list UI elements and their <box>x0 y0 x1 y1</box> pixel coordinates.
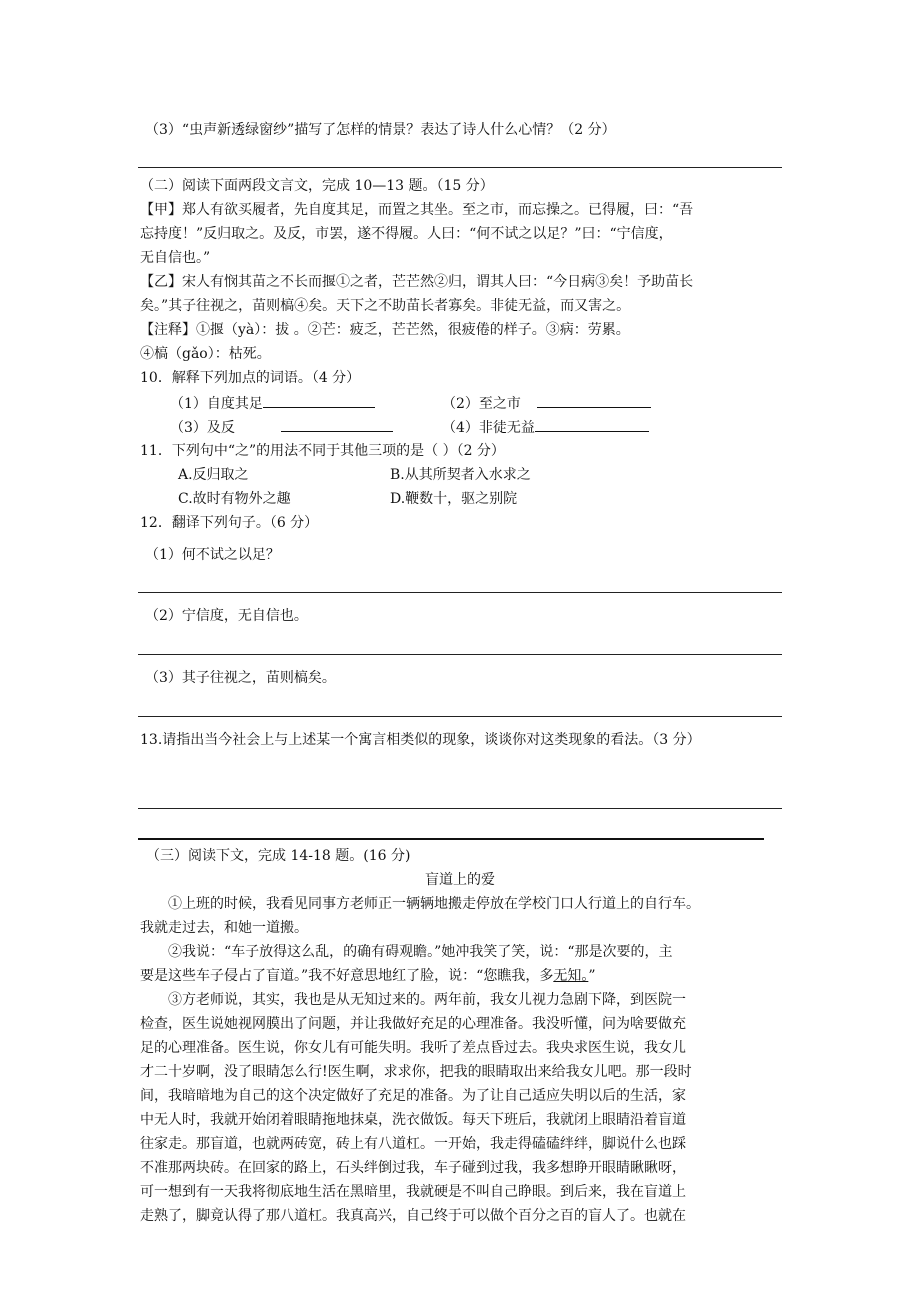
answer-line[interactable] <box>138 808 782 809</box>
notes-line: ④槁（gǎo）：枯死。 <box>140 346 271 362</box>
answer-blank[interactable] <box>537 393 651 408</box>
item-label: （4）非徒无益 <box>442 420 535 436</box>
paragraph-line: 足的心理准备。医生说，你女儿有可能失明。我听了差点昏过去。我央求医生说，我女儿 <box>140 1040 686 1056</box>
paragraph-line: 走熟了，脚竟认得了那八道杠。我真高兴，自己终于可以做个百分之百的盲人了。也就在 <box>140 1208 686 1224</box>
question-9-3: （3）“虫声新透绿窗纱”描写了怎样的情景？表达了诗人什么心情？（2 分） <box>145 122 616 138</box>
question-12-stem: 12．翻译下列句子。（6 分） <box>140 515 319 531</box>
paragraph-line: ②我说：“车子放得这么乱，的确有碍观瞻。”她冲我笑了笑，说：“那是次要的，主 <box>168 944 673 960</box>
answer-line[interactable] <box>138 654 782 655</box>
paragraph-line: ③方老师说，其实，我也是从无知过来的。两年前，我女儿视力急剧下降，到医院一 <box>168 992 686 1008</box>
passage-yi-line: 矣。”其子往视之，苗则槁④矣。天下之不助苗长者寡矣。非徒无益，而又害之。 <box>140 298 631 314</box>
question-10-item <box>442 393 651 414</box>
item-label: （3）及反 <box>170 420 235 436</box>
paragraph-line: 间，我暗暗地为自己的这个决定做好了充足的准备。为了让自己适应失明以后的生活，家 <box>140 1088 686 1104</box>
question-12-item: （1）何不试之以足？ <box>145 547 280 563</box>
question-10-stem: 10．解释下列加点的词语。（4 分） <box>140 370 361 386</box>
item-label: （2）至之市 <box>442 396 521 412</box>
question-12-item: （3）其子往视之，苗则槁矣。 <box>145 670 336 686</box>
paragraph-line: 可一想到有一天我将彻底地生活在黑暗里，我就硬是不叫自己睁眼。到后来，我在盲道上 <box>140 1184 686 1200</box>
question-10-item <box>442 417 649 438</box>
paragraph-line: 中无人时，我就开始闭着眼睛拖地抹桌，洗衣做饭。每天下班后，我就闭上眼睛沿着盲道 <box>140 1112 686 1128</box>
option-d[interactable]: D.鞭数十，驱之别院 <box>390 491 518 507</box>
passage-jia-line: 【甲】郑人有欲买履者，先自度其足，而置之其坐。至之市，而忘操之。已得履，曰：“吾 <box>140 202 694 218</box>
underlined-phrase: 无知。 <box>553 968 589 984</box>
section-3-heading: （三）阅读下文，完成 14-18 题。(16 分) <box>146 848 411 864</box>
answer-blank[interactable] <box>263 393 375 408</box>
question-10-item <box>170 393 375 414</box>
section-divider <box>138 838 764 840</box>
text-segment: ” <box>588 968 596 984</box>
question-12-item: （2）宁信度，无自信也。 <box>145 608 308 624</box>
answer-line[interactable] <box>138 592 782 593</box>
option-a[interactable]: A.反归取之 <box>178 467 249 483</box>
paragraph-line <box>140 966 596 986</box>
text-segment: 要是这些车子侵占了盲道。”我不好意思地红了脸，说：“您瞧我，多 <box>140 968 554 984</box>
paragraph-line: 才二十岁啊，没了眼睛怎么行!医生啊，求求你，把我的眼睛取出来给我女儿吧。那一段时 <box>140 1064 692 1080</box>
paragraph-line: 往家走。那盲道，也就两砖宽，砖上有八道杠。一开始，我走得磕磕绊绊，脚说什么也踩 <box>140 1136 686 1152</box>
answer-line[interactable] <box>138 716 782 717</box>
notes-line: 【注释】①揠（yà）：拔 。②芒：疲乏，芒芒然，很疲倦的样子。③病：劳累。 <box>140 322 630 338</box>
answer-blank[interactable] <box>281 417 393 432</box>
option-c[interactable]: C.故时有物外之趣 <box>178 491 291 507</box>
answer-blank[interactable] <box>535 417 649 432</box>
passage-jia-line: 忘持度！”反归取之。及反，市罢，遂不得履。人曰：“何不试之以足？”曰：“宁信度， <box>140 226 673 242</box>
paragraph-line: 检查，医生说她视网膜出了问题，并让我做好充足的心理准备。我没听懂，问为啥要做充 <box>140 1016 686 1032</box>
option-b[interactable]: B.从其所契者入水求之 <box>390 467 531 483</box>
answer-line[interactable] <box>138 167 782 168</box>
paragraph-line: 我就走过去，和她一道搬。 <box>140 920 308 936</box>
question-10-item <box>170 417 393 438</box>
item-label: （1）自度其足 <box>170 396 263 412</box>
paragraph-line: 不准那两块砖。在回家的路上，石头绊倒过我，车子碰到过我，我多想睁开眼睛瞅瞅呀， <box>140 1160 686 1176</box>
paragraph-line: ①上班的时候，我看见同事方老师正一辆辆地搬走停放在学校门口人行道上的自行车。 <box>168 896 700 912</box>
section-2-heading: （二）阅读下面两段文言文，完成 10—13 题。（15 分） <box>140 178 494 194</box>
question-11-stem: 11．下列句中“之”的用法不同于其他三项的是（ ）（2 分） <box>140 443 505 459</box>
passage-jia-line: 无自信也。” <box>140 250 211 266</box>
passage-yi-line: 【乙】宋人有悯其苗之不长而揠①之者，芒芒然②归，谓其人曰：“今日病③矣！予助苗长 <box>140 274 694 290</box>
passage-title: 盲道上的爱 <box>425 872 495 888</box>
question-13: 13.请指出当今社会上与上述某一个寓言相类似的现象，谈谈你对这类现象的看法。（3 分） <box>140 732 701 748</box>
